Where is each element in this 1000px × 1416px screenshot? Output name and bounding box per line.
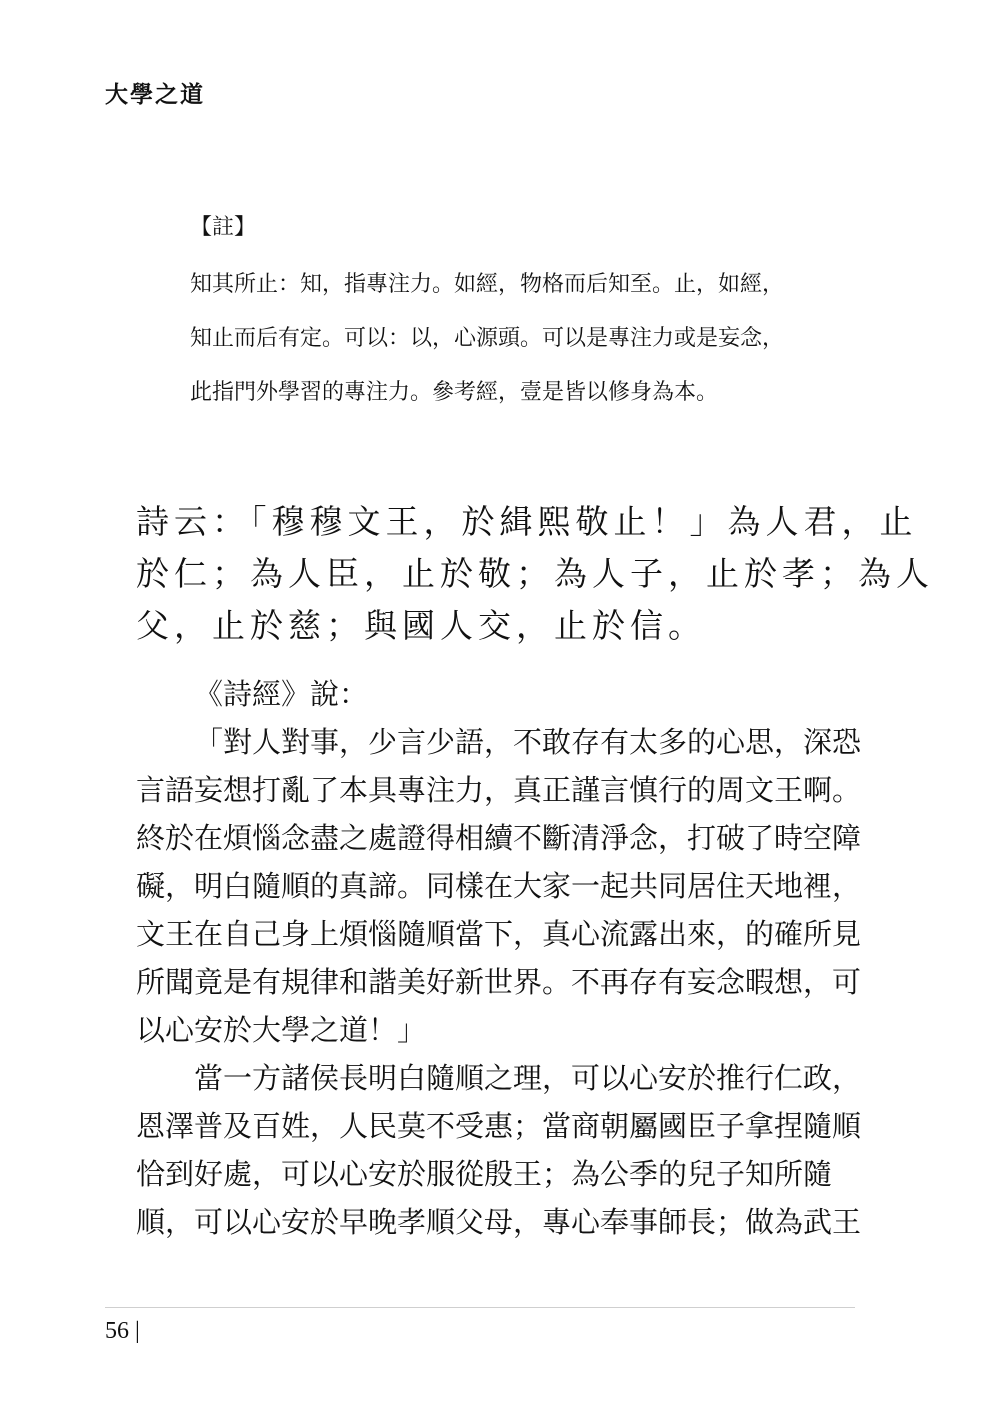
body-line: 《詩經》說：	[194, 677, 369, 711]
page-number: 56 |	[105, 1318, 140, 1344]
body-line: 「對人對事，少言少語，不敢存有太多的心思，深恐	[194, 725, 862, 759]
annotation-line: 知止而后有定。可以：以，心源頭。可以是專注力或是妄念，	[190, 326, 785, 351]
classic-quotation	[136, 496, 934, 652]
body-line: 恩澤普及百姓，人民莫不受惠；當商朝屬國臣子拿捏隨順	[136, 1109, 862, 1143]
classic-line: 父，止於慈；與國人交，止於信。	[136, 606, 706, 645]
body-line: 言語妄想打亂了本具專注力，真正謹言慎行的周文王啊。	[136, 773, 862, 807]
body-line: 順，可以心安於早晚孝順父母，專心奉事師長；做為武王	[136, 1205, 862, 1239]
footer-divider	[105, 1307, 855, 1308]
annotation-line: 知其所止：知，指專注力。如經，物格而后知至。止，如經，	[190, 272, 785, 297]
body-line: 恰到好處，可以心安於服從殷王；為公季的兒子知所隨	[136, 1157, 833, 1191]
annotation-line: 此指門外學習的專注力。參考經，壹是皆以修身為本。	[190, 380, 719, 405]
body-line: 文王在自己身上煩惱隨順當下，真心流露出來，的確所見	[136, 917, 862, 951]
annotation-heading: 【註】	[190, 215, 257, 240]
body-line: 所聞竟是有規律和諧美好新世界。不再存有妄念暇想，可	[136, 965, 862, 999]
classic-line: 詩云：「穆穆文王，於緝熙敬止！」為人君，止	[136, 502, 918, 541]
body-line: 以心安於大學之道！」	[136, 1013, 427, 1047]
annotation-section	[190, 208, 870, 420]
commentary-body	[136, 670, 866, 1246]
body-line: 當一方諸侯長明白隨順之理，可以心安於推行仁政，	[194, 1061, 862, 1095]
body-line: 終於在煩惱念盡之處證得相續不斷清淨念，打破了時空障	[136, 821, 862, 855]
running-header-title: 大學之道	[105, 82, 205, 108]
body-line: 礙，明白隨順的真諦。同樣在大家一起共同居住天地裡，	[136, 869, 862, 903]
classic-line: 於仁；為人臣，止於敬；為人子，止於孝；為人	[136, 554, 934, 593]
